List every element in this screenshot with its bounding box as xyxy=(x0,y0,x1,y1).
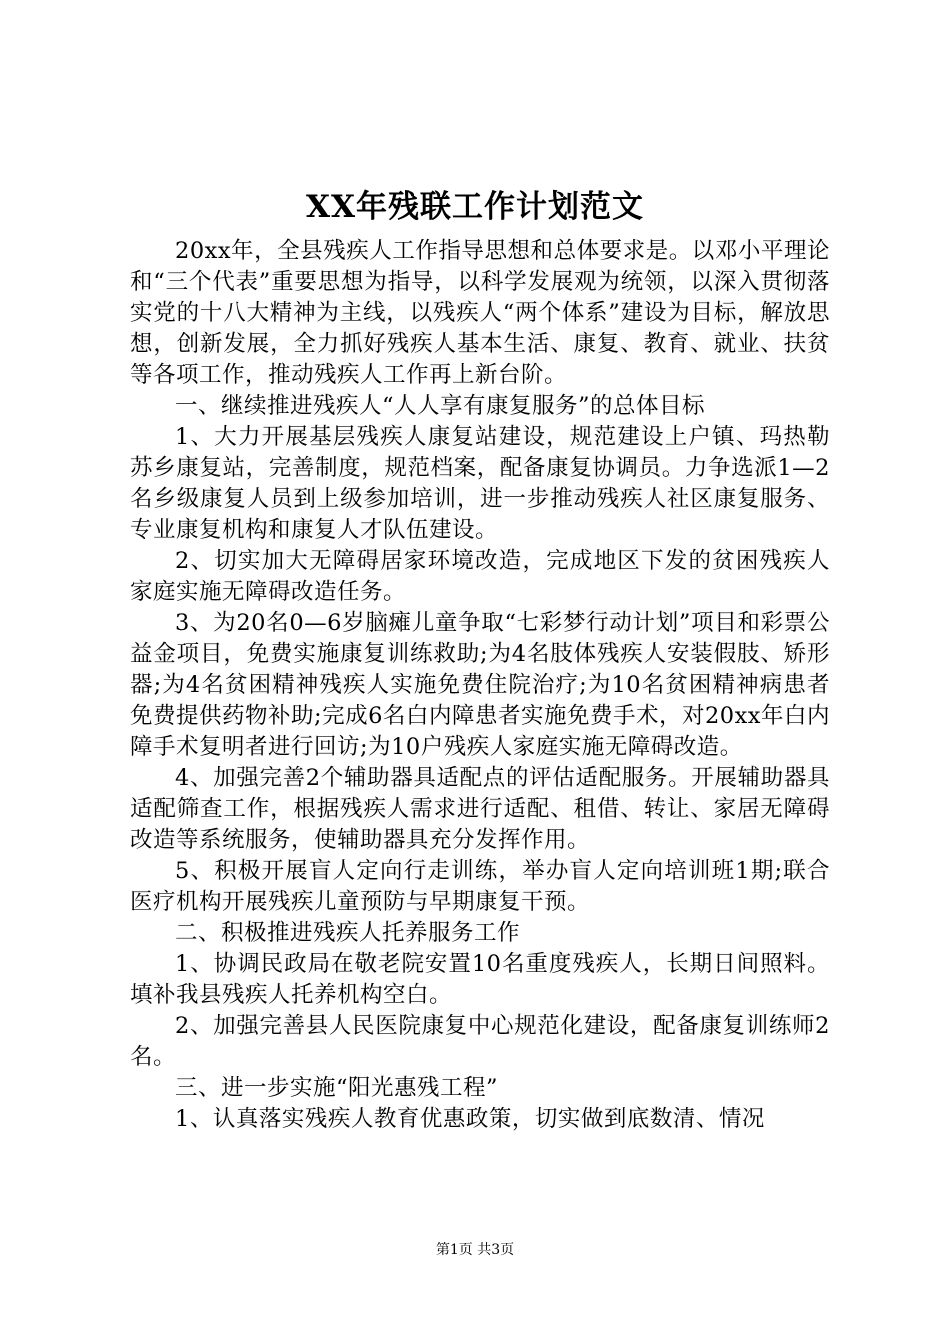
paragraph-3-1: 1、认真落实残疾人教育优惠政策，切实做到底数清、情况 xyxy=(175,1106,765,1132)
section-heading-1: 一、继续推进残疾人“人人享有康复服务”的总体目标 xyxy=(175,393,706,419)
document-title: XX年残联工作计划范文 xyxy=(305,189,645,225)
section-heading-3: 三、进一步实施“阳光惠残工程” xyxy=(175,1075,499,1101)
paragraph-intro: 20xx年，全县残疾人工作指导思想和总体要求是。以邓小平理论和“三个代表”重要思想为指导，以科学发展观为统领，以深入贯彻落实党的十八大精神为主线，以残疾人“两个体系”建设为目标，解放思想，创新发展，全力抓好残疾人基本生活、康复、教育、就业、扶贫等各项工作，推动残疾人工作再上新台阶。 xyxy=(130,238,830,388)
paragraph-2-2: 2、加强完善县人民医院康复中心规范化建设，配备康复训练师2名。 xyxy=(130,1013,830,1070)
section-heading-2: 二、积极推进残疾人托养服务工作 xyxy=(175,920,521,946)
paragraph-2-1: 1、协调民政局在敬老院安置10名重度残疾人，长期日间照料。填补我县残疾人托养机构空白。 xyxy=(130,951,830,1008)
paragraph-1-3: 3、为20名0—6岁脑瘫儿童争取“七彩梦行动计划”项目和彩票公益金项目，免费实施康复训练救助;为4名肢体残疾人安装假肢、矫形器;为4名贫困精神残疾人实施免费住院治疗;为10名贫困精神病患者免费提供药物补助;完成6名白内障患者实施免费手术，对20xx年白内障手术复明者进行回访;为10户残疾人家庭实施无障碍改造。 xyxy=(130,610,830,760)
paragraph-1-2: 2、切实加大无障碍居家环境改造，完成地区下发的贫困残疾人家庭实施无障碍改造任务。 xyxy=(130,548,830,605)
paragraph-1-5: 5、积极开展盲人定向行走训练，举办盲人定向培训班1期;联合医疗机构开展残疾儿童预防与早期康复干预。 xyxy=(130,858,830,915)
paragraph-1-4: 4、加强完善2个辅助器具适配点的评估适配服务。开展辅助器具适配筛查工作，根据残疾人需求进行适配、租借、转让、家居无障碍改造等系统服务，使辅助器具充分发挥作用。 xyxy=(130,765,830,853)
paragraph-1-1: 1、大力开展基层残疾人康复站建设，规范建设上户镇、玛热勒苏乡康复站，完善制度，规范档案，配备康复协调员。力争选派1—2名乡级康复人员到上级参加培训，进一步推动残疾人社区康复服务、专业康复机构和康复人才队伍建设。 xyxy=(130,424,830,543)
document-body xyxy=(130,236,830,1135)
page-footer: 第1页 共3页 xyxy=(435,1242,515,1258)
